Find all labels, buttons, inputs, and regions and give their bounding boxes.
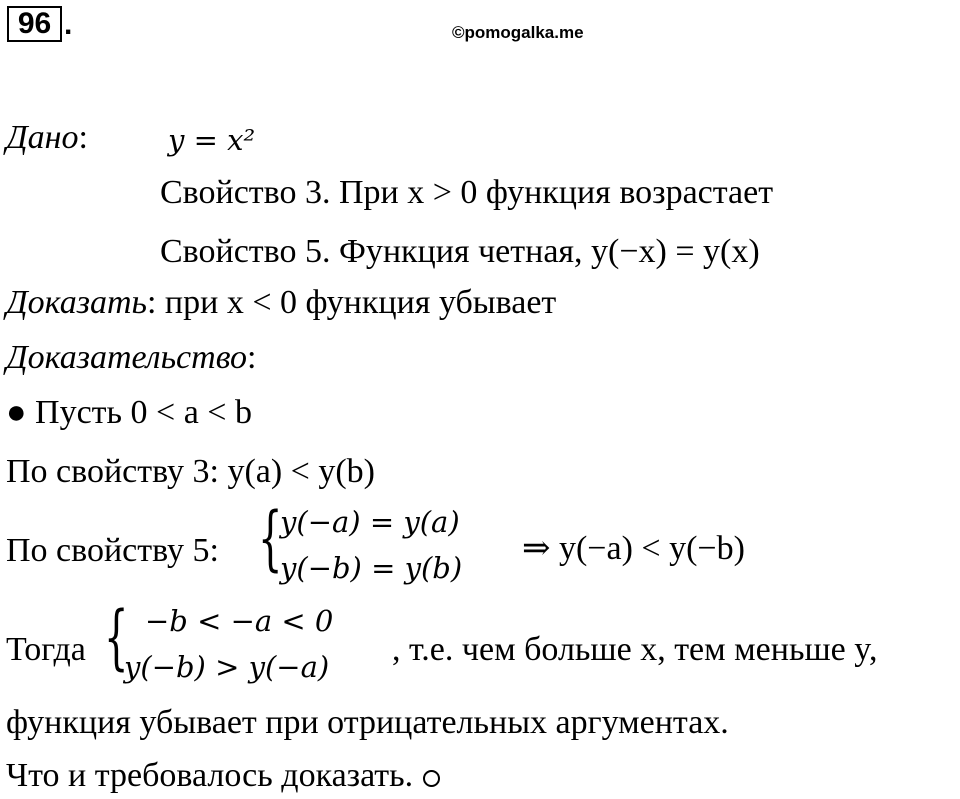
system-brace: { [104, 596, 129, 678]
problem-number: 96 [7, 6, 62, 42]
given-formula: y = x² [168, 123, 256, 157]
system-2-line-2: y(−b) > y(−a) [124, 650, 330, 684]
proof-step-3-result: ⇒ y(−a) < y(−b) [522, 530, 745, 567]
given-label: Дано [6, 119, 79, 156]
end-proof-circle-icon [423, 770, 440, 787]
prove-label: Доказать [6, 284, 147, 321]
proof-label: Доказательство [6, 339, 248, 376]
proof-step-2: По свойству 3: y(a) < y(b) [6, 453, 376, 490]
proof-step-4-suffix: , т.е. чем больше x, тем меньше y, [392, 631, 878, 668]
system-2-line-1: −b < −a < 0 [145, 604, 334, 638]
proof-step-1: ● Пусть 0 < a < b [6, 394, 252, 431]
system-1-line-2: y(−b) = y(b) [280, 551, 463, 585]
prove-text: : при x < 0 функция убывает [146, 284, 557, 321]
system-1-line-1: y(−a) = y(a) [280, 505, 460, 539]
proof-step-3-prefix: По свойству 5: [6, 532, 219, 569]
given-property-5: Свойство 5. Функция четная, y(−x) = y(x) [160, 233, 760, 270]
proof-step-4-prefix: Тогда [6, 631, 86, 668]
proof-conclusion-line [6, 756, 440, 796]
proof-step-5: функция убывает при отрицательных аргументах. [6, 704, 729, 741]
prove-line [6, 283, 556, 323]
proof-label-line [6, 338, 256, 378]
proof-label-colon: : [247, 339, 257, 376]
watermark: ©pomogalka.me [452, 23, 584, 42]
system-brace: { [258, 497, 283, 579]
given-property-3: Свойство 3. При x > 0 функция возрастает [160, 174, 774, 211]
problem-number-dot: . [64, 8, 73, 41]
proof-conclusion: Что и требовалось доказать. [6, 757, 414, 794]
given-label-line: Дано: [6, 119, 88, 156]
